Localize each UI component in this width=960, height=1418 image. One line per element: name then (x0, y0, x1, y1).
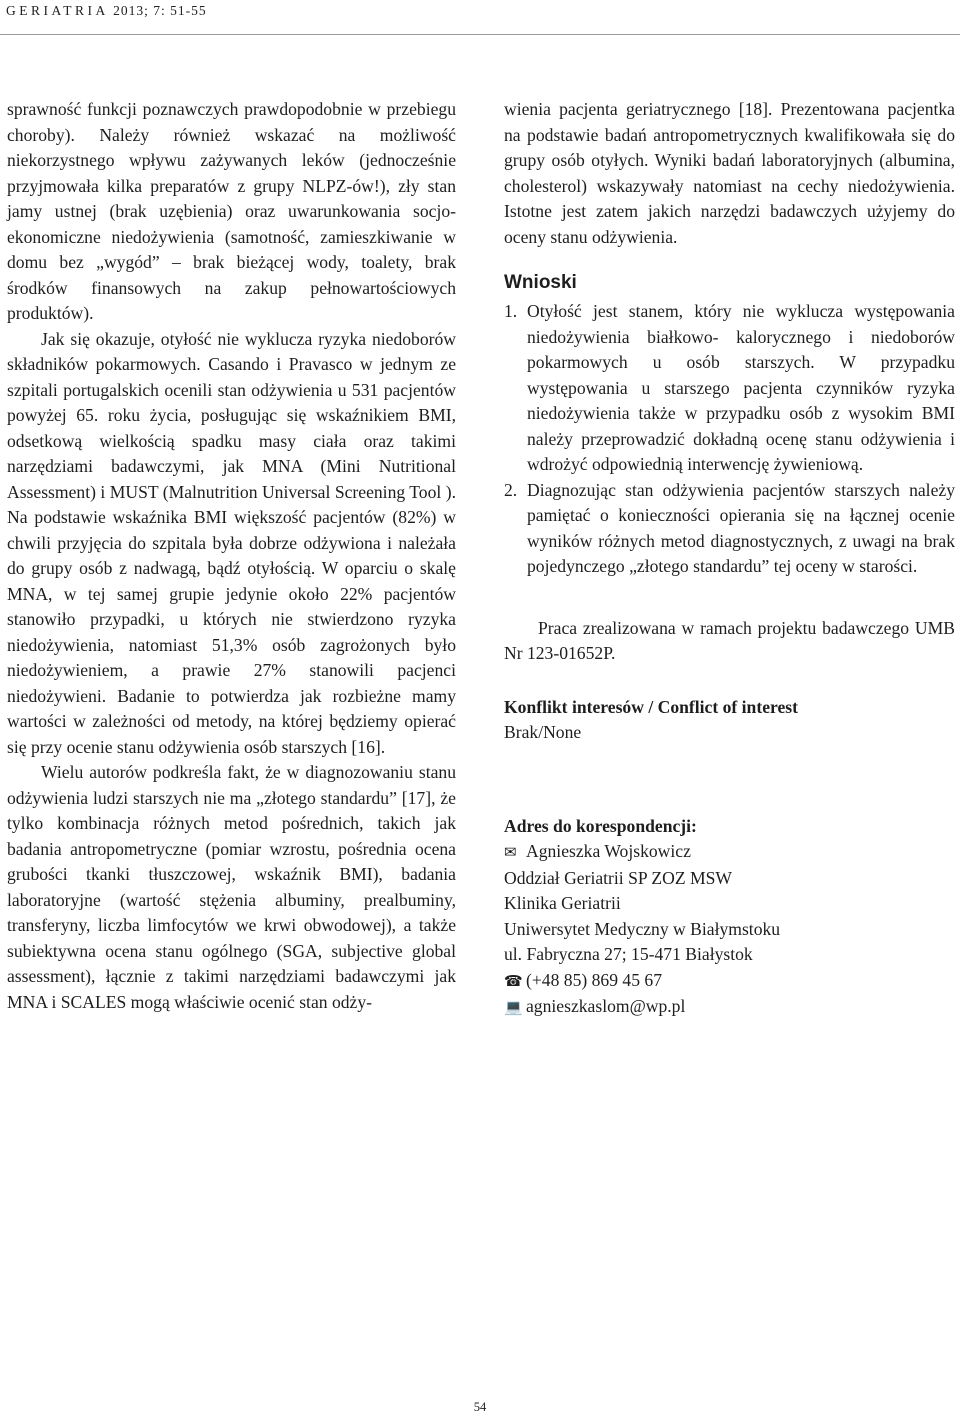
correspondence-heading: Adres do korespondencji: (504, 815, 697, 836)
envelope-icon: ✉ (504, 843, 517, 861)
conclusion-text: Diagnozując stan odżywienia pacjentów starszych należy pamiętać o konieczności opierania się na łącznej ocenie wyników różnych metod diagnostycznych, z uwagi na brak pojedynczego „złotego standardu” tej oceny w starości. (527, 479, 955, 576)
address-line: ul. Fabryczna 27; 15-471 Białystok (504, 944, 753, 964)
email-address[interactable]: agnieszkaslom@wp.pl (526, 996, 686, 1016)
address-line: Oddział Geriatrii SP ZOZ MSW (504, 867, 733, 888)
funding-note: Praca zrealizowana w ramach projektu badawczego UMB Nr 123-01652P. (504, 617, 955, 663)
conflict-statement: Brak/None (504, 722, 582, 742)
conclusion-number: 1. (504, 301, 518, 321)
computer-icon: 💻 (504, 998, 523, 1016)
correspondence-name-line (504, 839, 955, 866)
journal-name: GERIATRIA (6, 3, 109, 18)
body-paragraph: Wielu autorów podkreśla fakt, że w diagnozowaniu stanu odżywienia ludzi starszych nie ma „złotego standardu” [17], że tylko kombinacja różnych metod pośrednich, takich jak badania antropometryczne (pomiar wzrostu, pośrednia ocena grubości tkanki tłuszczowej, wskaźnik BMI), badania laboratoryjne (wartość stężenia albuminy, prealbuminy, transferyny, liczba limfocytów we krwi obwodowej), a także subiektywna ocena stanu ogólnego (SGA, subjective global assessment), łącznie z takimi narzędziami badawczymi jak MNA i SCALES mogą właściwie ocenić stan odży- (7, 762, 456, 1012)
conclusion-number: 2. (504, 479, 518, 500)
phone-number: (+48 85) 869 45 67 (526, 969, 662, 990)
address-line: Uniwersytet Medyczny w Białymstoku (504, 918, 781, 939)
running-header (6, 0, 207, 22)
phone-line (504, 968, 955, 995)
conflict-heading: Konflikt interesów / Conflict of interest (504, 696, 799, 717)
journal-citation: 2013; 7: 51-55 (113, 3, 207, 18)
body-paragraph: wienia pacjenta geriatrycznego [18]. Prezentowana pacjentka na podstawie badań antropometrycznych kwalifikowała się do grupy osób otyłych. Wyniki badań laboratoryjnych (albumina, cholesterol) wskazywały natomiast na cechy niedożywienia. Istotne jest zatem jakich narzędzi badawczych użyjemy do oceny stanu odżywienia. (504, 99, 955, 247)
correspondence-name: Agnieszka Wojskowicz (526, 841, 691, 861)
email-line (504, 994, 955, 1021)
body-paragraph: Jak się okazuje, otyłość nie wyklucza ryzyka niedoborów składników pokarmowych. Casando i Pravasco w jednym ze szpitali portugalskich ocenili stan odżywienia u 531 pacjentów powyżej 65. roku życia, posługując się wskaźnikiem BMI, odsetkową wielkością spadku masy ciała oraz takimi narzędziami badawczymi, jak MNA (Mini Nutritional Assessment) i MUST (Malnutrition Universal Screening Tool ). Na podstawie wskaźnika BMI większość pacjentów (82%) w chwili przyjęcia do szpitala była dobrze odżywiona i należała do grupy osób z nadwagą, bądź otyłością. W oparciu o skalę MNA, w tej samej grupie jedynie około 22% pacjentów stanowiło przypadki, u których nie stwierdzono ryzyka niedożywienia, natomiast 51,3% osób zagrożonych było niedożywieniem, a prawie 27% stanowili pacjenci niedożywieni. Badanie to potwierdza jak rozbieżne mamy wartości w zależności od metody, na której będziemy opierać się przy ocenie stanu odżywienia osób starszych [16]. (7, 328, 456, 757)
page-number: 54 (473, 1400, 487, 1414)
header-divider (0, 34, 960, 35)
right-column (504, 97, 955, 1021)
conclusions-list (504, 299, 955, 580)
conclusion-item (504, 478, 955, 580)
conclusion-item (504, 299, 955, 478)
body-paragraph: sprawność funkcji poznawczych prawdopodobnie w przebiegu choroby). Należy również wskazać na możliwość niekorzystnego wpływu zażywanych leków (jednocześnie przyjmowała kilka preparatów z grupy NLPZ-ów!), zły stan jamy ustnej (brak uzębienia) oraz uwarunkowania socjo-ekonomiczne niedożywienia (samotność, zamieszkiwanie w domu bez „wygód” – brak bieżącej wody, toalety, brak środków finansowych na zakup pełnowartościowych produktów). (7, 99, 456, 323)
address-line: Klinika Geriatrii (504, 893, 621, 913)
conclusion-text: Otyłość jest stanem, który nie wyklucza występowania niedożywienia białkowo- kalorycznego i niedoborów pokarmowych u osób starszych. W przypadku występowania u starszego pacjenta czynników ryzyka niedożywienia także w przypadku osób z wysokim BMI należy przeprowadzić dokładną ocenę stanu odżywienia i wdrożyć odpowiednią interwencję żywieniową. (527, 301, 955, 474)
conclusions-heading: Wnioski (504, 272, 577, 293)
telephone-icon: ☎ (504, 971, 523, 990)
left-column (7, 97, 456, 1015)
